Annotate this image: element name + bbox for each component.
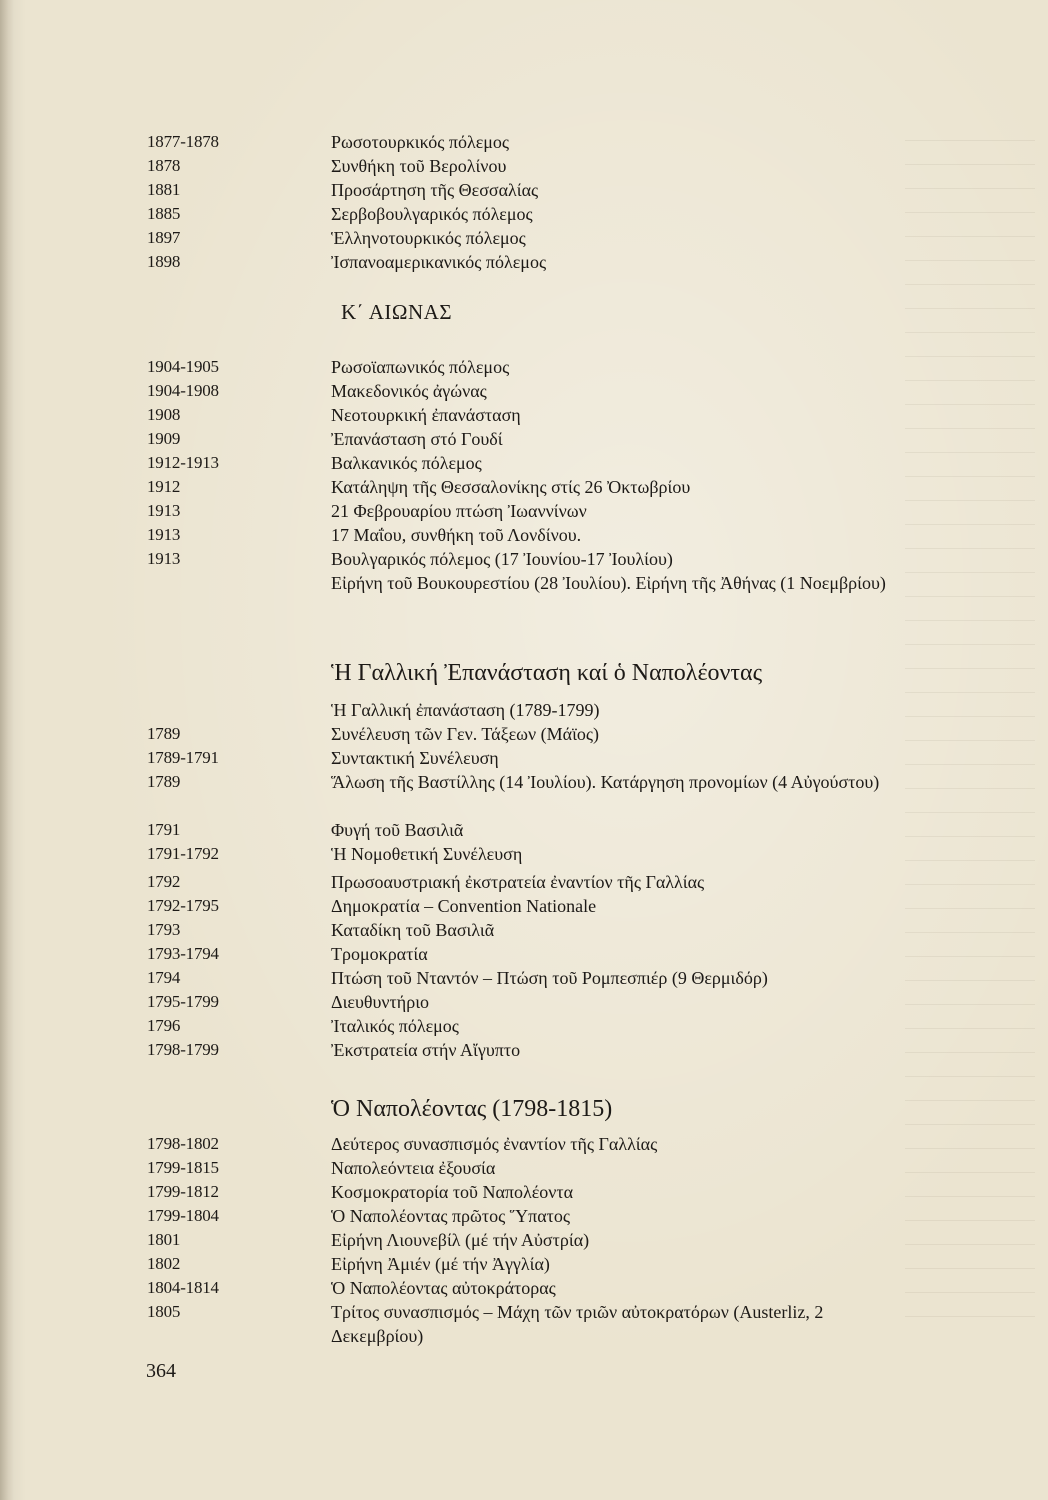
timeline-row: [0, 1252, 1048, 1276]
event-cell: Ὁ Ναπολέοντας αὐτοκράτορας: [331, 1278, 556, 1298]
timeline-row: [0, 966, 1048, 990]
event-cell: 21 Φεβρουαρίου πτώση Ἰωαννίνων: [331, 501, 587, 521]
timeline-row: [0, 698, 1048, 722]
year-cell: 1904-1908: [147, 381, 219, 400]
year-cell: 1798-1802: [147, 1134, 219, 1153]
timeline-block-19th-century: [0, 130, 1048, 274]
event-cell: Ἰταλικός πόλεμος: [331, 1016, 459, 1036]
year-cell: 1799-1804: [147, 1206, 219, 1225]
year-cell: 1792: [147, 872, 181, 891]
year-cell: 1912-1913: [147, 453, 219, 472]
page-number: 364: [146, 1360, 176, 1382]
timeline-row: [0, 1300, 1048, 1348]
event-cell: Ρωσοτουρκικός πόλεμος: [331, 132, 510, 152]
year-cell: 1799-1815: [147, 1158, 219, 1177]
timeline-row: [0, 1156, 1048, 1180]
year-cell: 1789: [147, 772, 181, 791]
timeline-row: [0, 379, 1048, 403]
year-cell: 1794: [147, 968, 181, 987]
timeline-row: [0, 451, 1048, 475]
timeline-row: [0, 842, 1048, 866]
year-cell: 1877-1878: [147, 132, 219, 151]
timeline-row: [0, 547, 1048, 571]
event-cell: Τρίτος συνασπισμός – Μάχη τῶν τριῶν αὐτοκρατόρων (Austerliz, 2 Δεκεμβρίου): [331, 1302, 824, 1346]
year-cell: 1795-1799: [147, 992, 219, 1011]
event-cell: Καταδίκη τοῦ Βασιλιᾶ: [331, 920, 495, 940]
section-heading-20th-century: Κ΄ ΑΙΩΝΑΣ: [341, 300, 453, 324]
event-cell: Δημοκρατία – Convention Nationale: [331, 896, 597, 916]
timeline-block-napoleon: [0, 1132, 1048, 1348]
year-cell: 1913: [147, 501, 181, 520]
event-cell: Βαλκανικός πόλεμος: [331, 453, 482, 473]
year-cell: 1799-1812: [147, 1182, 219, 1201]
event-cell: Φυγή τοῦ Βασιλιᾶ: [331, 820, 464, 840]
event-cell: Βουλγαρικός πόλεμος (17 Ἰουνίου-17 Ἰουλίου): [331, 549, 673, 569]
event-cell: Ἡ Γαλλική ἐπανάσταση (1789-1799): [331, 700, 600, 720]
timeline-block-20th-century: [0, 355, 1048, 619]
event-cell: Εἰρήνη Λιουνεβίλ (μέ τήν Αὐστρία): [331, 1230, 590, 1250]
timeline-row: [0, 154, 1048, 178]
timeline-row: [0, 202, 1048, 226]
timeline-row: [0, 918, 1048, 942]
timeline-row: [0, 746, 1048, 770]
timeline-row: [0, 523, 1048, 547]
event-cell: Μακεδονικός ἀγώνας: [331, 381, 487, 401]
year-cell: 1805: [147, 1302, 181, 1321]
timeline-row: [0, 178, 1048, 202]
section-heading-french-revolution: Ἡ Γαλλική Ἐπανάσταση καί ὁ Ναπολέοντας: [331, 660, 763, 686]
timeline-row: [0, 990, 1048, 1014]
timeline-row: [0, 475, 1048, 499]
event-cell: 17 Μαΐου, συνθήκη τοῦ Λονδίνου.: [331, 525, 582, 545]
timeline-row: [0, 130, 1048, 154]
event-cell: Ἑλληνοτουρκικός πόλεμος: [331, 228, 526, 248]
event-cell: Συνθήκη τοῦ Βερολίνου: [331, 156, 507, 176]
event-cell: Κοσμοκρατορία τοῦ Ναπολέοντα: [331, 1182, 574, 1202]
year-cell: 1792-1795: [147, 896, 219, 915]
event-cell: Ἅλωση τῆς Βαστίλλης (14 Ἰουλίου). Κατάργηση προνομίων (4 Αὐγούστου): [331, 772, 880, 792]
timeline-row: [0, 427, 1048, 451]
event-cell: Εἰρήνη Ἀμιέν (μέ τήν Ἀγγλία): [331, 1254, 550, 1274]
event-cell: Συντακτική Συνέλευση: [331, 748, 499, 768]
timeline-row: [0, 818, 1048, 842]
year-cell: 1793-1794: [147, 944, 219, 963]
year-cell: 1796: [147, 1016, 181, 1035]
year-cell: 1885: [147, 204, 181, 223]
year-cell: 1912: [147, 477, 181, 496]
section-heading-napoleon: Ὁ Ναπολέοντας (1798-1815): [331, 1096, 613, 1122]
year-cell: 1791-1792: [147, 844, 219, 863]
event-cell: Προσάρτηση τῆς Θεσσαλίας: [331, 180, 539, 200]
year-cell: 1908: [147, 405, 181, 424]
event-cell: Πρωσοαυστριακή ἐκστρατεία ἐναντίον τῆς Γαλλίας: [331, 872, 705, 892]
year-cell: 1802: [147, 1254, 181, 1273]
event-cell: Δεύτερος συνασπισμός ἐναντίον τῆς Γαλλίας: [331, 1134, 658, 1154]
year-cell: 1909: [147, 429, 181, 448]
timeline-row: [0, 1180, 1048, 1204]
timeline-row: [0, 1276, 1048, 1300]
year-cell: 1793: [147, 920, 181, 939]
event-cell: Ἐκστρατεία στήν Αἴγυπτο: [331, 1040, 521, 1060]
event-cell: Συνέλευση τῶν Γεν. Τάξεων (Μάϊος): [331, 724, 600, 744]
year-cell: 1878: [147, 156, 181, 175]
timeline-row: [0, 894, 1048, 918]
event-cell: Ρωσοϊαπωνικός πόλεμος: [331, 357, 510, 377]
event-cell: Ἰσπανοαμερικανικός πόλεμος: [331, 252, 547, 272]
event-cell: Εἰρήνη τοῦ Βουκουρεστίου (28 Ἰουλίου). Εἰρήνη τῆς Ἀθήνας (1 Νοεμβρίου): [331, 573, 886, 593]
timeline-row: [0, 226, 1048, 250]
timeline-row: [0, 571, 1048, 619]
event-cell: Ἡ Νομοθετική Συνέλευση: [331, 844, 523, 864]
year-cell: 1913: [147, 549, 181, 568]
timeline-row: [0, 1132, 1048, 1156]
year-cell: 1881: [147, 180, 181, 199]
event-cell: Ναπολεόντεια ἐξουσία: [331, 1158, 496, 1178]
timeline-row: [0, 1038, 1048, 1062]
year-cell: 1897: [147, 228, 181, 247]
event-cell: Ἐπανάσταση στό Γουδί: [331, 429, 503, 449]
year-cell: 1898: [147, 252, 181, 271]
year-cell: 1913: [147, 525, 181, 544]
year-cell: 1789: [147, 724, 181, 743]
timeline-row: [0, 942, 1048, 966]
event-cell: Διευθυντήριο: [331, 992, 430, 1012]
year-cell: 1801: [147, 1230, 181, 1249]
timeline-row: [0, 870, 1048, 894]
event-cell: Πτώση τοῦ Νταντόν – Πτώση τοῦ Ρομπεσπιέρ (9 Θερμιδόρ): [331, 968, 768, 988]
year-cell: 1798-1799: [147, 1040, 219, 1059]
timeline-row: [0, 403, 1048, 427]
year-cell: 1791: [147, 820, 181, 839]
timeline-row: [0, 1228, 1048, 1252]
timeline-row: [0, 355, 1048, 379]
year-cell: 1789-1791: [147, 748, 219, 767]
year-cell: 1904-1905: [147, 357, 219, 376]
event-cell: Τρομοκρατία: [331, 944, 428, 964]
timeline-row: [0, 1204, 1048, 1228]
timeline-row: [0, 499, 1048, 523]
event-cell: Σερβοβουλγαρικός πόλεμος: [331, 204, 533, 224]
event-cell: Ὁ Ναπολέοντας πρῶτος Ὕπατος: [331, 1206, 571, 1226]
event-cell: Κατάληψη τῆς Θεσσαλονίκης στίς 26 Ὀκτωβρίου: [331, 477, 691, 497]
timeline-row: [0, 722, 1048, 746]
timeline-row: [0, 1014, 1048, 1038]
timeline-row: [0, 250, 1048, 274]
timeline-block-french-revolution: [0, 698, 1048, 1062]
event-cell: Νεοτουρκική ἐπανάσταση: [331, 405, 521, 425]
timeline-row: [0, 770, 1048, 818]
year-cell: 1804-1814: [147, 1278, 219, 1297]
